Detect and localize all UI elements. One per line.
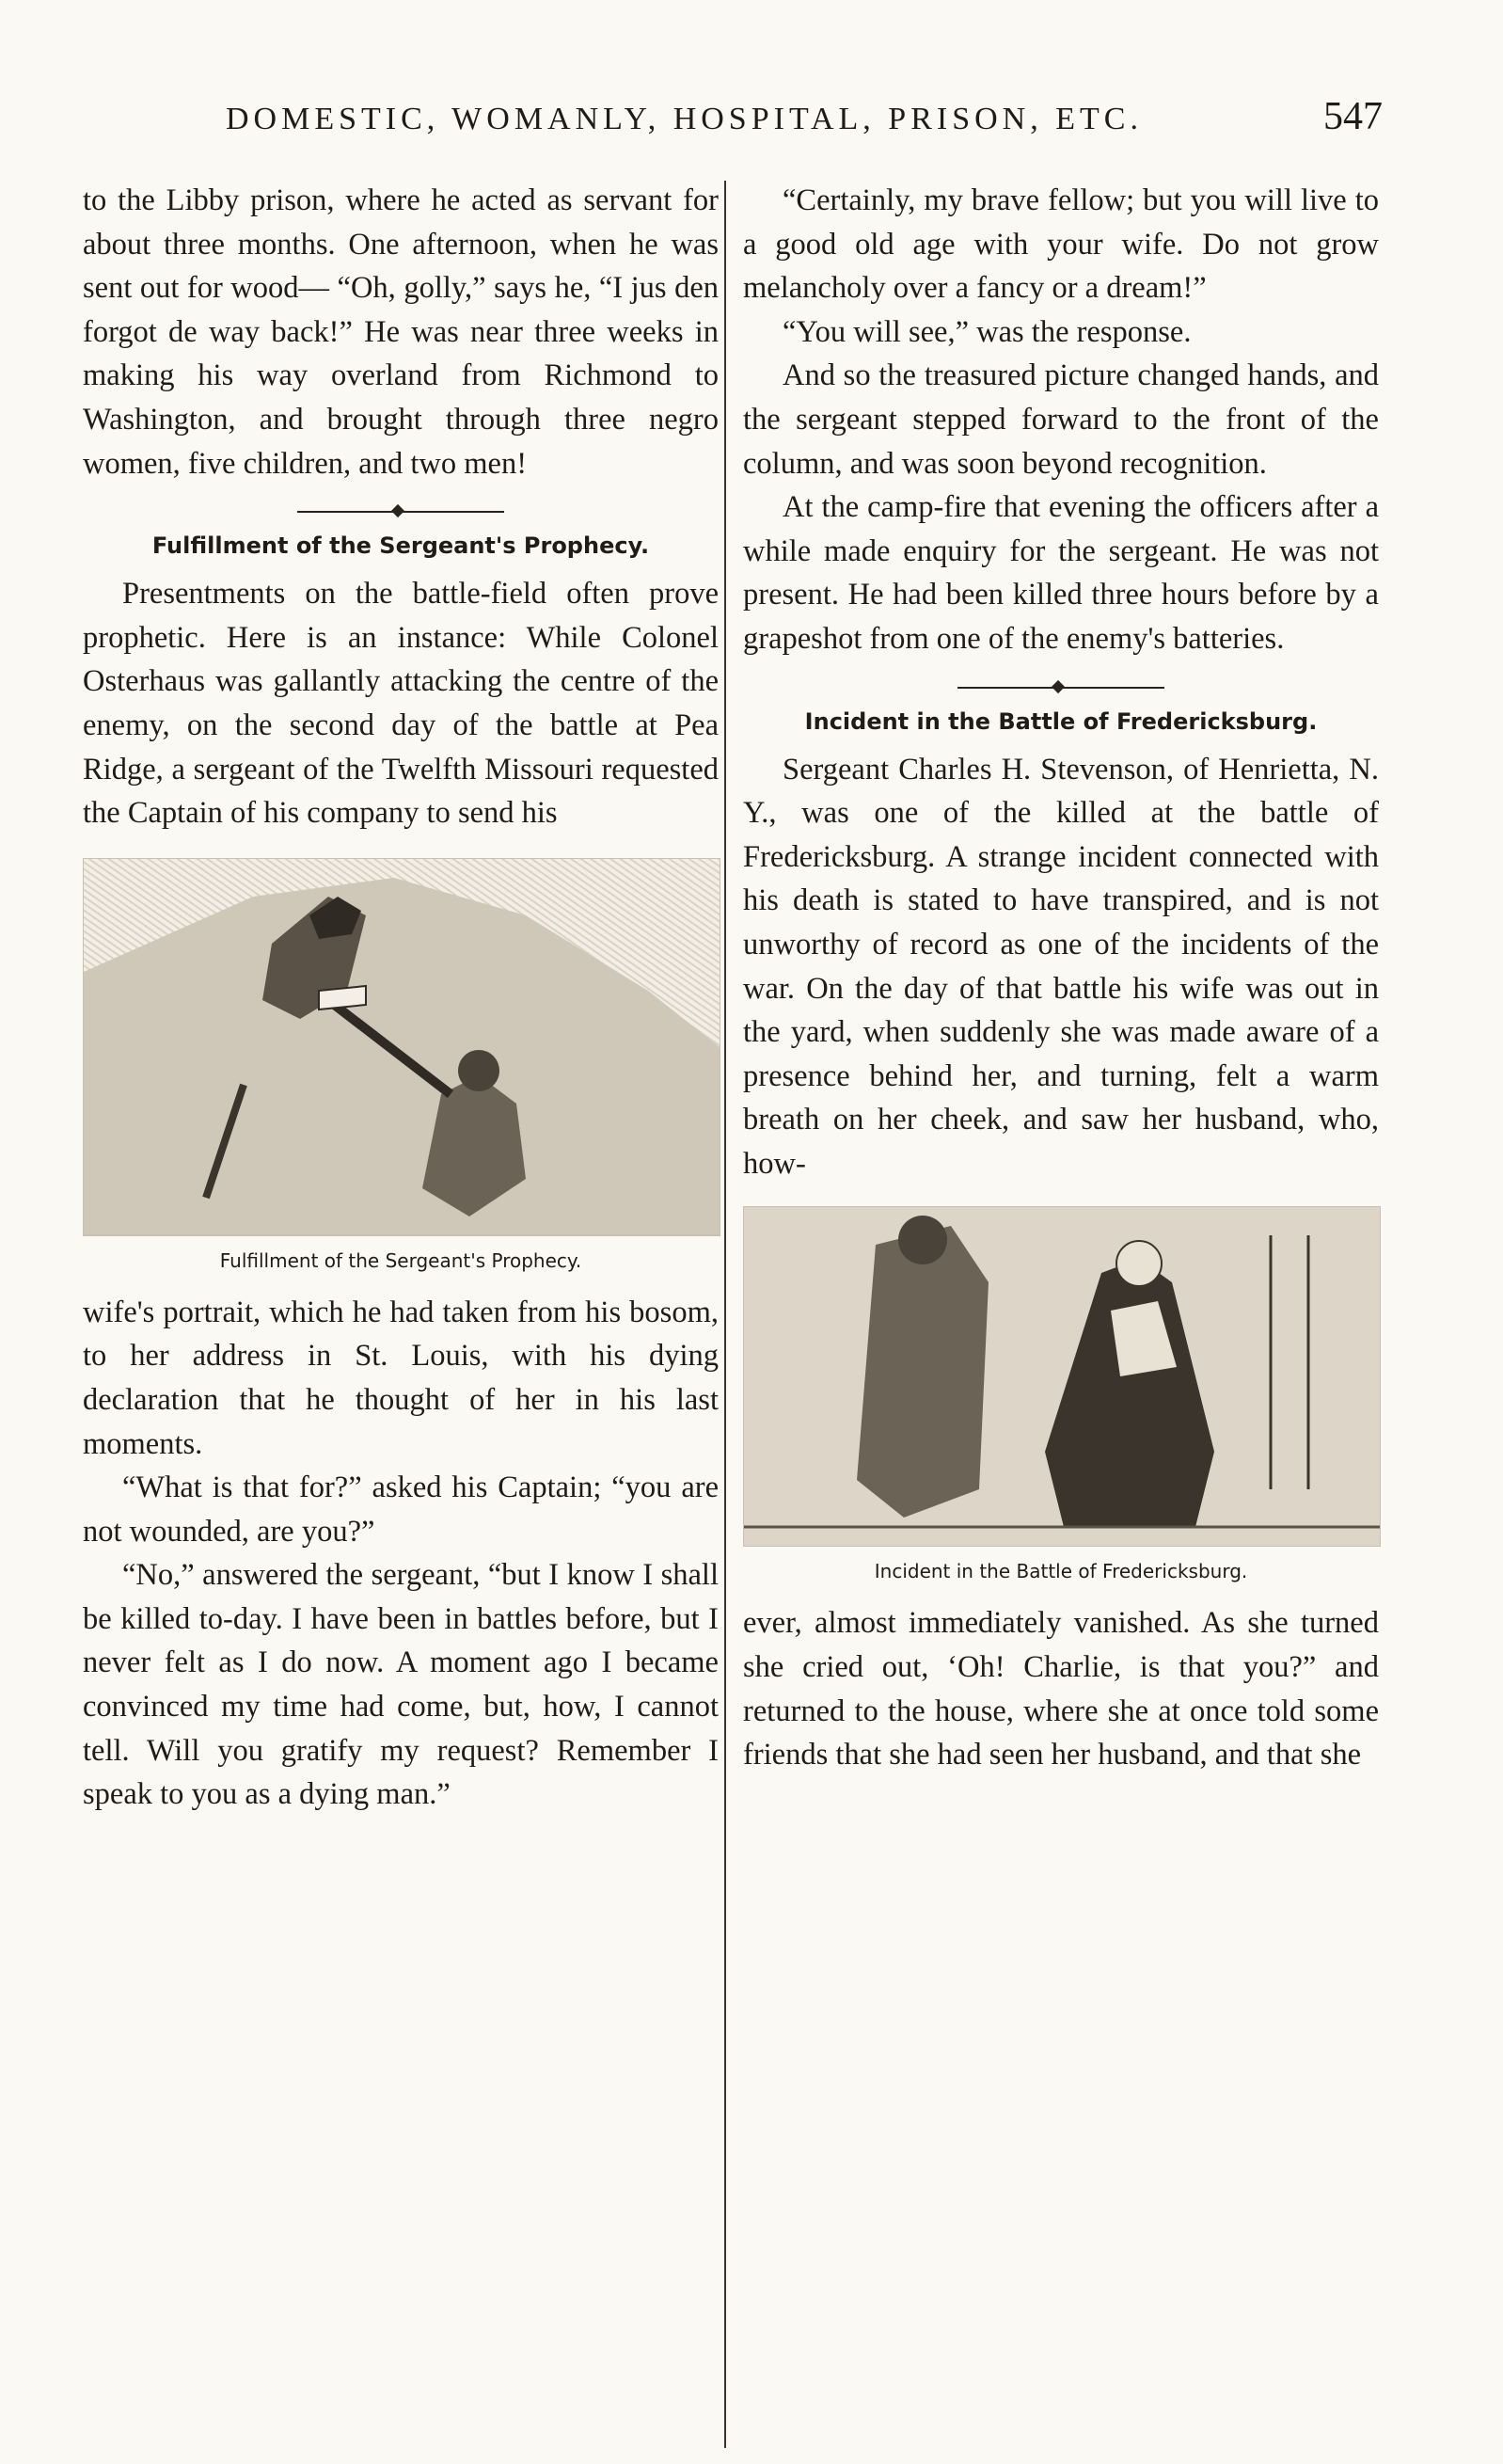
body-paragraph: “What is that for?” asked his Captain; “you are not wounded, are you?” bbox=[83, 1470, 719, 1549]
section-ornament bbox=[297, 504, 504, 519]
left-column bbox=[83, 179, 719, 1817]
body-paragraph: “You will see,” was the response. bbox=[783, 314, 1192, 349]
page-number: 547 bbox=[1323, 95, 1383, 138]
column-divider bbox=[724, 181, 726, 2448]
body-paragraph: Presentments on the battle-field often prove prophetic. Here is an instance: While Colonel Osterhaus was gallantly attacking the centre of the enemy, on the second day of the battle at Pea Ridge, a sergeant of the Twelfth Missouri requested the Captain of his company to send his bbox=[83, 577, 719, 831]
figure-prophecy bbox=[83, 858, 719, 1272]
body-paragraph: And so the treasured picture changed hands, and the sergeant stepped forward to the front of the column, and was soon beyond recognition. bbox=[743, 358, 1379, 481]
continuation-paragraph: to the Libby prison, where he acted as servant for about three months. One afternoon, when he was sent out for wood— “Oh, golly,” says he, “I jus den forgot de way back!” He was near three weeks in making his way overland from Richmond to Washington, and brought through three negro women, five children, and two men! bbox=[83, 183, 719, 481]
section-heading-fredericksburg: Incident in the Battle of Fredericksburg. bbox=[804, 707, 1318, 735]
running-head: DOMESTIC, WOMANLY, HOSPITAL, PRISON, ETC. bbox=[226, 102, 1143, 136]
body-paragraph: “Certainly, my brave fellow; but you will live to a good old age with your wife. Do not grow melancholy over a fancy or a dream!” bbox=[743, 183, 1379, 306]
page-header bbox=[85, 94, 1383, 151]
body-paragraph: wife's portrait, which he had taken from his bosom, to her address in St. Louis, with his dying declaration that he thought of her in his last moments. bbox=[83, 1295, 719, 1461]
figure-fredericksburg bbox=[743, 1206, 1379, 1582]
right-column bbox=[743, 179, 1379, 1777]
engraving-illustration-prophecy bbox=[83, 858, 720, 1236]
engraving-illustration-fredericksburg bbox=[743, 1206, 1381, 1547]
section-heading-prophecy: Fulfillment of the Sergeant's Prophecy. bbox=[151, 533, 650, 560]
body-paragraph: “No,” answered the sergeant, “but I know I shall be killed to-day. I have been in battles before, but I never felt as I do now. A moment ago I became convinced my time had come, but, how, I cannot tell. Will you gratify my request? Remember I speak to you as a dying man.” bbox=[83, 1558, 719, 1812]
body-paragraph: ever, almost immediately vanished. As she turned she cried out, ‘Oh! Charlie, is that you?” and returned to the house, where she at once told some friends that she had seen her husband, and that she bbox=[743, 1606, 1379, 1772]
figure-caption: Incident in the Battle of Fredericksburg. bbox=[874, 1560, 1248, 1583]
body-paragraph: Sergeant Charles H. Stevenson, of Henrietta, N. Y., was one of the killed at the battle of Fredericksburg. A strange incident connected with his death is stated to have transpired, and is not unworthy of record as one of the incidents of the war. On the day of that battle his wife was out in the yard, when suddenly she was made aware of a presence behind her, and turning, felt a warm breath on her cheek, and saw her husband, who, how- bbox=[743, 752, 1379, 1181]
section-ornament bbox=[957, 680, 1164, 695]
figure-caption: Fulfillment of the Sergeant's Prophecy. bbox=[219, 1248, 582, 1272]
body-paragraph: At the camp-fire that evening the officers after a while made enquiry for the sergeant. He was not present. He had been killed three hours before by a grapeshot from one of the enemy's batteries. bbox=[743, 490, 1379, 656]
